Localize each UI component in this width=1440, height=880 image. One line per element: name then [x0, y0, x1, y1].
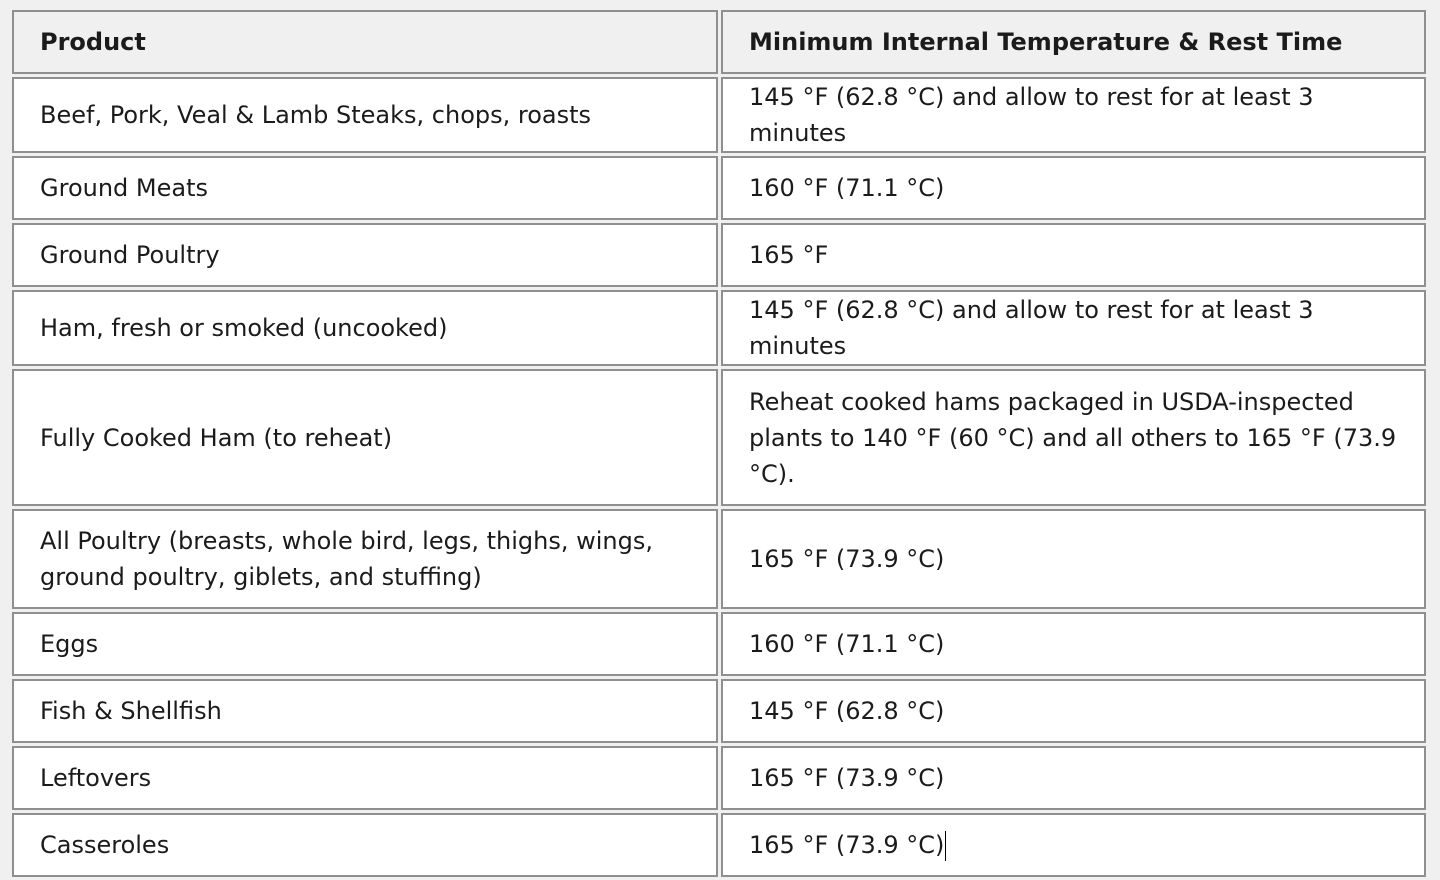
table-row	[12, 77, 1426, 153]
table-row	[12, 369, 1426, 506]
product-cell[interactable]: Eggs	[12, 612, 718, 676]
temperature-cell-text[interactable]: 165 °F (73.9 °C)	[749, 831, 945, 859]
product-cell[interactable]: Leftovers	[12, 746, 718, 810]
temperature-table	[9, 7, 1429, 880]
table-row	[12, 746, 1426, 810]
table-row	[12, 223, 1426, 287]
product-cell[interactable]: Ground Meats	[12, 156, 718, 220]
temperature-cell[interactable]: 145 °F (62.8 °C) and allow to rest for at least 3 minutes	[721, 290, 1426, 366]
header-product: Product	[12, 10, 718, 74]
temperature-cell[interactable]: 160 °F (71.1 °C)	[721, 612, 1426, 676]
product-cell[interactable]: Fish & Shellfish	[12, 679, 718, 743]
temperature-cell[interactable]: 160 °F (71.1 °C)	[721, 156, 1426, 220]
table-header-row	[12, 10, 1426, 74]
temperature-cell[interactable]: 145 °F (62.8 °C) and allow to rest for at least 3 minutes	[721, 77, 1426, 153]
header-temperature: Minimum Internal Temperature & Rest Time	[721, 10, 1426, 74]
temperature-cell[interactable]: 145 °F (62.8 °C)	[721, 679, 1426, 743]
text-caret	[945, 831, 946, 861]
product-cell[interactable]: Beef, Pork, Veal & Lamb Steaks, chops, roasts	[12, 77, 718, 153]
product-cell[interactable]: All Poultry (breasts, whole bird, legs, thighs, wings, ground poultry, giblets, and stuffing)	[12, 509, 718, 609]
temperature-cell[interactable]: Reheat cooked hams packaged in USDA-inspected plants to 140 °F (60 °C) and all others to 165 °F (73.9 °C).	[721, 369, 1426, 506]
temperature-cell[interactable]: 165 °F	[721, 223, 1426, 287]
table-row	[12, 813, 1426, 877]
product-cell[interactable]: Casseroles	[12, 813, 718, 877]
product-cell[interactable]: Ground Poultry	[12, 223, 718, 287]
product-cell[interactable]: Ham, fresh or smoked (uncooked)	[12, 290, 718, 366]
table-row	[12, 509, 1426, 609]
page	[12, 10, 1429, 877]
table-row	[12, 612, 1426, 676]
product-cell[interactable]: Fully Cooked Ham (to reheat)	[12, 369, 718, 506]
temperature-cell-editing[interactable]	[721, 813, 1426, 877]
table-row	[12, 679, 1426, 743]
table-row	[12, 290, 1426, 366]
table-row	[12, 156, 1426, 220]
temperature-cell[interactable]: 165 °F (73.9 °C)	[721, 746, 1426, 810]
temperature-cell[interactable]: 165 °F (73.9 °C)	[721, 509, 1426, 609]
